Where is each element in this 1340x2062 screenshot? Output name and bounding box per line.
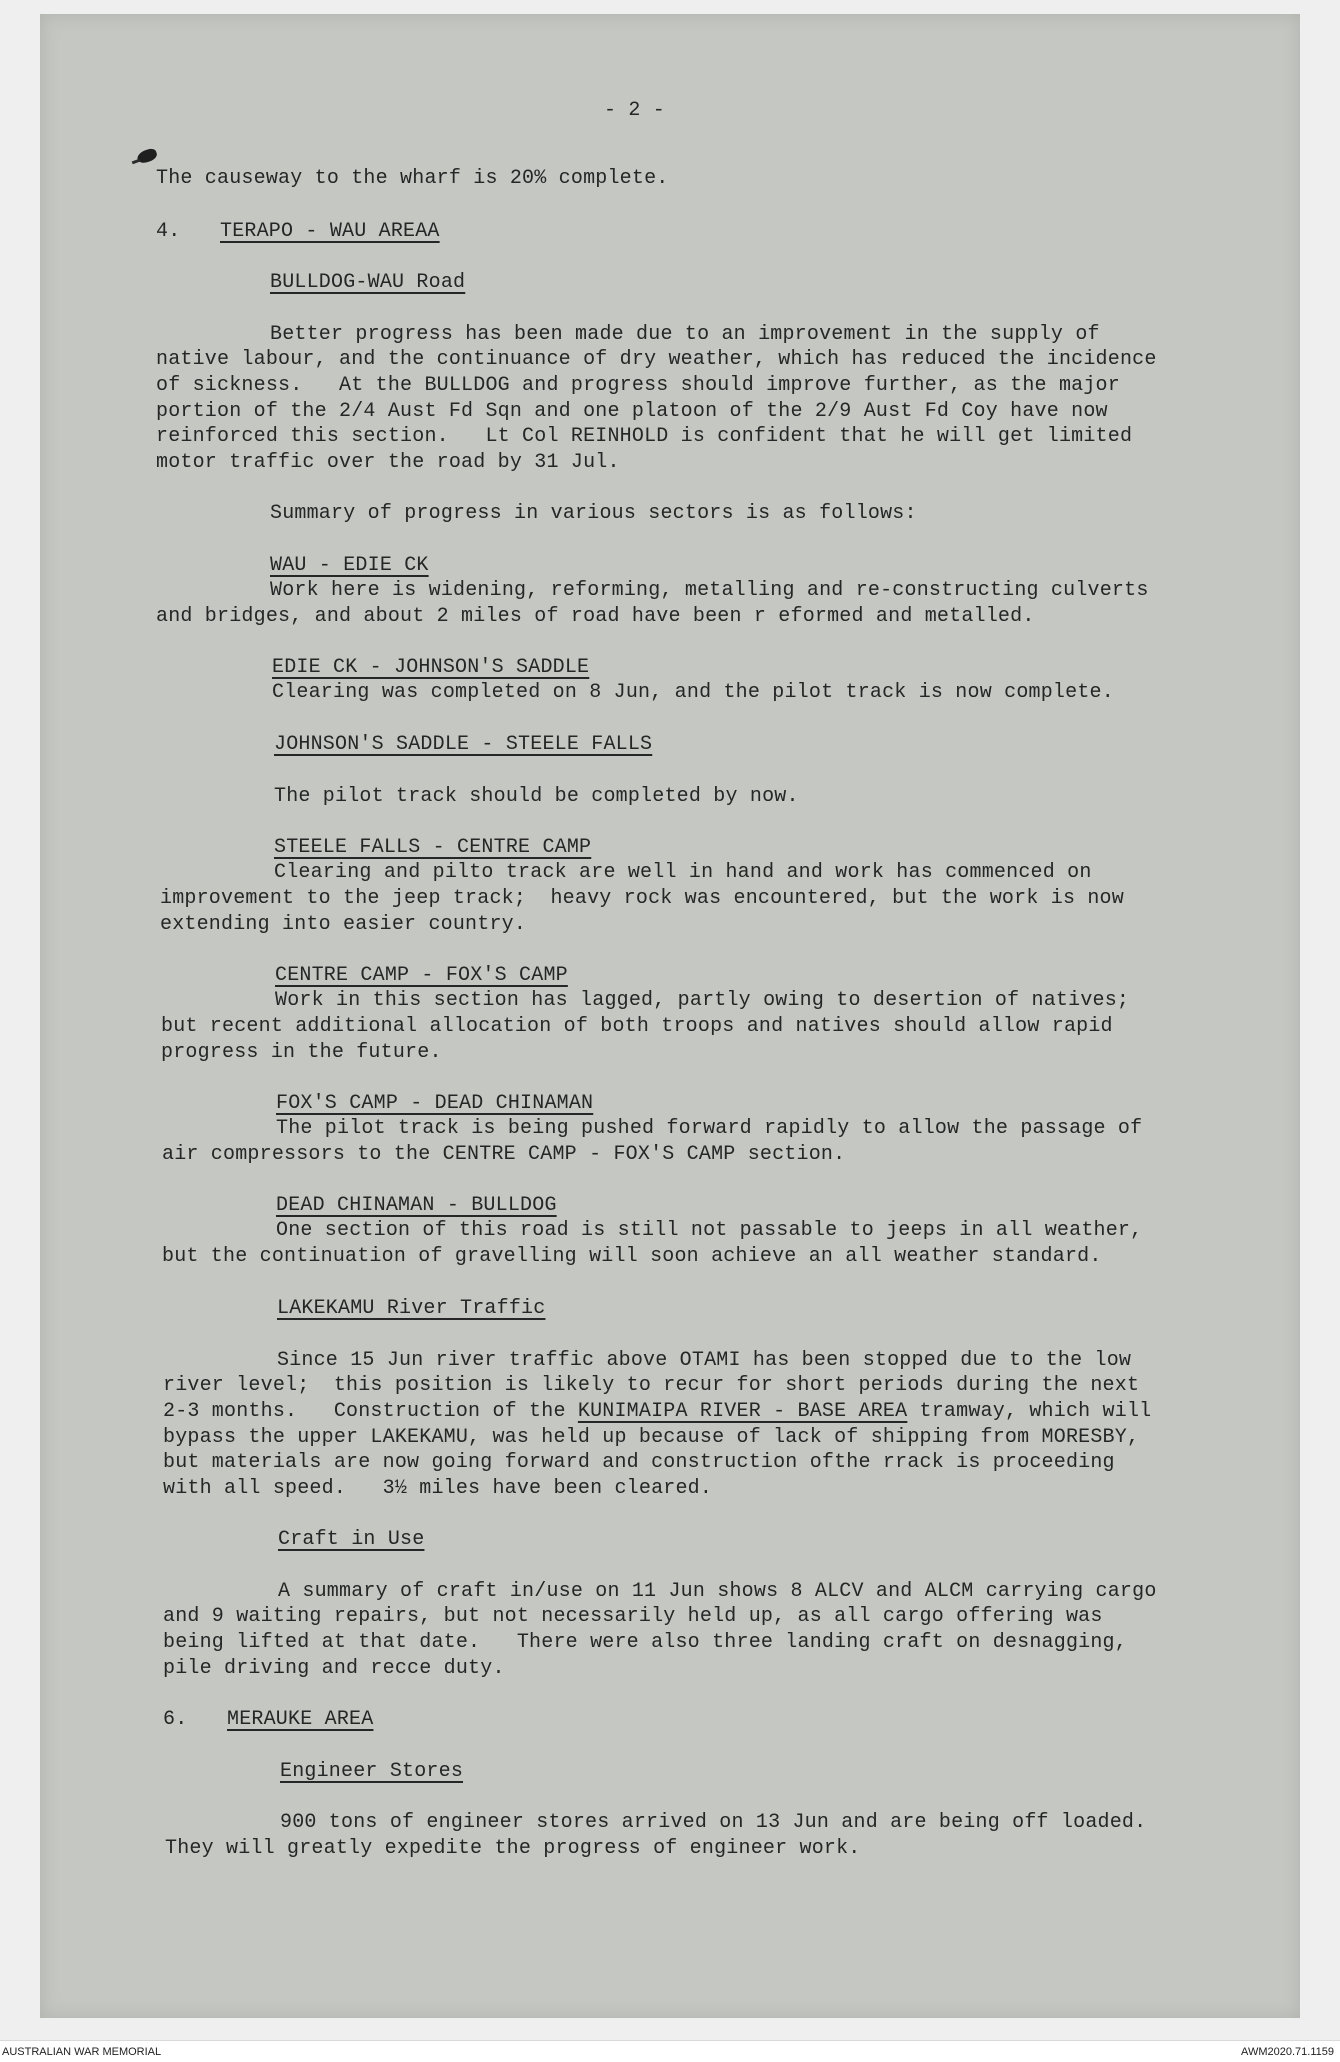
sector-line: One section of this road is still not passable to jeeps in all weather, xyxy=(276,1219,1143,1242)
craft-line: being lifted at that date. There were also three landing craft on desnagging, xyxy=(163,1631,1127,1654)
section-6-number: 6. xyxy=(163,1708,188,1731)
paragraph-line: of sickness. At the BULLDOG and progress should improve further, as the major xyxy=(156,374,1120,397)
sector-line: air compressors to the CENTRE CAMP - FOX'S CAMP section. xyxy=(162,1143,846,1166)
archive-name: AUSTRALIAN WAR MEMORIAL xyxy=(2,2046,162,2058)
sector-line: but recent additional allocation of both troops and natives should allow rapid xyxy=(161,1015,1113,1038)
river-line: but materials are now going forward and construction ofthe rrack is proceeding xyxy=(163,1451,1115,1474)
page-number: - 2 - xyxy=(604,99,666,122)
sector-line: Work in this section has lagged, partly owing to desertion of natives; xyxy=(275,989,1130,1012)
sector-line: progress in the future. xyxy=(161,1041,442,1064)
craft-line: A summary of craft in/use on 11 Jun shows 8 ALCV and ALCM carrying cargo xyxy=(278,1580,1157,1603)
sector-title: FOX'S CAMP - DEAD CHINAMAN xyxy=(276,1092,594,1115)
paragraph-line: portion of the 2/4 Aust Fd Sqn and one platoon of the 2/9 Aust Fd Coy have now xyxy=(156,400,1108,423)
sector-line: Clearing and pilto track are well in hand and work has commenced on xyxy=(274,861,1092,884)
river-line: with all speed. 3½ miles have been cleared. xyxy=(163,1477,713,1500)
river-line: bypass the upper LAKEKAMU, was held up because of lack of shipping from MORESBY, xyxy=(163,1426,1140,1449)
archive-footer xyxy=(0,2040,1340,2062)
section-6-heading: MERAUKE AREA xyxy=(227,1708,374,1731)
stores-line: 900 tons of engineer stores arrived on 13 Jun and are being off loaded. xyxy=(280,1811,1147,1834)
sector-line: but the continuation of gravelling will soon achieve an all weather standard. xyxy=(162,1245,1102,1268)
craft-title: Craft in Use xyxy=(278,1528,425,1551)
sector-line: The pilot track should be completed by now. xyxy=(274,785,799,808)
river-line-part: 2-3 months. Construction of the xyxy=(163,1400,578,1423)
river-traffic-title: LAKEKAMU River Traffic xyxy=(277,1297,546,1320)
river-line-part: tramway, which will xyxy=(907,1400,1152,1423)
section-6-subheading: Engineer Stores xyxy=(280,1760,464,1783)
sector-title: DEAD CHINAMAN - BULLDOG xyxy=(276,1194,557,1217)
stores-line: They will greatly expedite the progress of engineer work. xyxy=(165,1837,861,1860)
sector-title: STEELE FALLS - CENTRE CAMP xyxy=(274,836,592,859)
section-4-number: 4. xyxy=(156,220,181,243)
summary-intro: Summary of progress in various sectors is as follows: xyxy=(270,502,917,525)
river-line: Since 15 Jun river traffic above OTAMI has been stopped due to the low xyxy=(277,1349,1132,1372)
craft-line: and 9 waiting repairs, but not necessarily held up, as all cargo offering was xyxy=(163,1605,1103,1628)
sector-title: WAU - EDIE CK xyxy=(270,554,429,577)
paragraph-line: native labour, and the continuance of dry weather, which has reduced the incidence xyxy=(156,348,1157,371)
tramway-name: KUNIMAIPA RIVER - BASE AREA xyxy=(577,1400,908,1423)
intro-line: The causeway to the wharf is 20% complete. xyxy=(156,167,669,190)
section-4-heading: TERAPO - WAU AREAA xyxy=(220,220,440,243)
sector-title: CENTRE CAMP - FOX'S CAMP xyxy=(275,964,568,987)
river-line xyxy=(163,1399,1151,1425)
paragraph-line: reinforced this section. Lt Col REINHOLD is confident that he will get limited xyxy=(156,425,1133,448)
record-id: AWM2020.71.1159 xyxy=(1241,2046,1334,2058)
sector-title: EDIE CK - JOHNSON'S SADDLE xyxy=(272,656,590,679)
paragraph-line: motor traffic over the road by 31 Jul. xyxy=(156,451,620,474)
sector-line: Clearing was completed on 8 Jun, and the pilot track is now complete. xyxy=(272,681,1114,704)
sector-title: JOHNSON'S SADDLE - STEELE FALLS xyxy=(274,733,653,756)
craft-line: pile driving and recce duty. xyxy=(163,1657,505,1680)
sector-line: Work here is widening, reforming, metalling and re-constructing culverts xyxy=(270,579,1149,602)
river-line: river level; this position is likely to recur for short periods during the next xyxy=(163,1374,1140,1397)
sector-line: extending into easier country. xyxy=(160,913,527,936)
sector-line: The pilot track is being pushed forward rapidly to allow the passage of xyxy=(276,1117,1143,1140)
paragraph-line: Better progress has been made due to an improvement in the supply of xyxy=(270,323,1100,346)
section-4-subheading: BULLDOG-WAU Road xyxy=(270,271,466,294)
sector-line: improvement to the jeep track; heavy rock was encountered, but the work is now xyxy=(160,887,1124,910)
sector-line: and bridges, and about 2 miles of road have been r eformed and metalled. xyxy=(156,605,1035,628)
